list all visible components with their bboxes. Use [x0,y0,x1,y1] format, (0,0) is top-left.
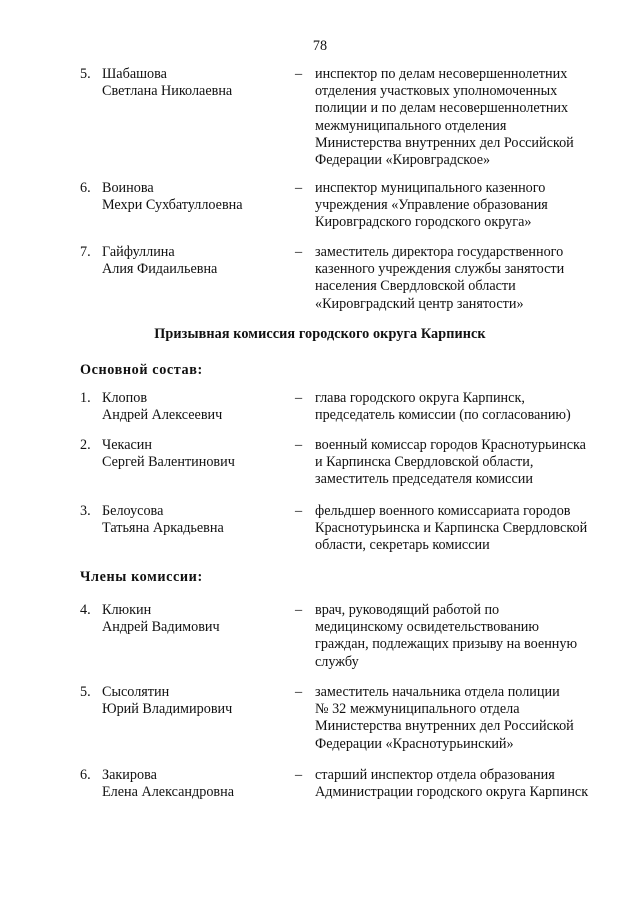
position-description [315,180,615,232]
person-name [102,390,282,424]
members-heading: Члены комиссии: [80,569,203,585]
dash: – [295,602,303,618]
person-name [102,503,282,537]
surname: Воинова [102,180,154,196]
person-name [102,244,282,278]
position-line: заместитель начальника отдела полиции [315,684,560,700]
position-line: полиции и по делам несовершеннолетних [315,100,569,117]
position-line: заместитель председателя комиссии [315,471,533,488]
position-line: отделения участковых уполномоченных [315,83,558,100]
person-name [102,767,282,801]
position-line: службу [315,653,359,670]
position-line: области, секретарь комиссии [315,537,490,554]
surname: Закирова [102,767,157,783]
dash: – [295,244,303,260]
position-line: межмуниципального отделения [315,117,507,134]
position-line: инспектор по делам несовершеннолетних [315,66,568,82]
position-line: и Карпинска Свердловской области, [315,454,534,471]
position-description [315,767,615,801]
position-description [315,684,615,753]
position-description [315,602,615,671]
given-names: Андрей Вадимович [102,619,220,636]
surname: Клопов [102,390,148,406]
position-line: Администрации городского округа Карпинск [315,784,589,801]
position-line: «Кировградский центр занятости» [315,295,524,312]
position-description [315,244,615,313]
position-line: Министерства внутренних дел Российской [315,718,574,735]
surname: Гайфуллина [102,244,175,260]
position-line: Краснотурьинска и Карпинска Свердловской [315,520,588,537]
position-line: врач, руководящий работой по [315,602,500,618]
item-number: 6. [80,767,91,783]
position-description [315,390,615,424]
surname: Сысолятин [102,684,170,700]
item-number: 5. [80,684,91,700]
position-line: населения Свердловской области [315,278,516,295]
list-item [80,244,620,324]
item-number: 2. [80,437,91,453]
position-description [315,503,615,555]
position-description [315,66,615,169]
position-line: Кировградского городского округа» [315,214,532,231]
main-composition-heading: Основной состав: [80,362,203,378]
given-names: Светлана Николаевна [102,83,233,100]
dash: – [295,390,303,406]
position-line: инспектор муниципального казенного [315,180,546,196]
list-item [80,66,620,169]
dash: – [295,767,303,783]
position-line: заместитель директора государственного [315,244,564,260]
position-line: граждан, подлежащих призыву на военную [315,636,578,653]
given-names: Алия Фидаильевна [102,261,218,278]
position-line: Министерства внутренних дел Российской [315,134,574,151]
given-names: Сергей Валентинович [102,454,235,471]
surname: Шабашова [102,66,167,82]
item-number: 4. [80,602,91,618]
page-number: 78 [312,38,328,54]
item-number: 1. [80,390,91,406]
surname: Клюкин [102,602,152,618]
list-item [80,767,620,847]
position-description [315,437,615,489]
position-line: медицинскому освидетельствованию [315,619,539,636]
commission-heading: Призывная комиссия городского округа Карпинск [154,326,486,342]
dash: – [295,66,303,82]
given-names: Мехри Сухбатуллоевна [102,197,243,214]
item-number: 6. [80,180,91,196]
dash: – [295,437,303,453]
position-line: глава городского округа Карпинск, [315,390,525,406]
position-line: фельдшер военного комиссариата городов [315,503,571,519]
surname: Чекасин [102,437,152,453]
given-names: Андрей Алексеевич [102,407,223,424]
position-line: Федерации «Краснотурьинский» [315,735,514,752]
list-item [80,684,620,764]
position-line: военный комиссар городов Краснотурьинска [315,437,586,453]
dash: – [295,180,303,196]
given-names: Татьяна Аркадьевна [102,520,224,537]
list-item [80,602,620,682]
position-line: председатель комиссии (по согласованию) [315,407,571,424]
dash: – [295,503,303,519]
item-number: 7. [80,244,91,260]
surname: Белоусова [102,503,164,519]
position-line: старший инспектор отдела образования [315,767,555,783]
person-name [102,180,282,214]
person-name [102,437,282,471]
item-number: 3. [80,503,91,519]
item-number: 5. [80,66,91,82]
given-names: Елена Александровна [102,784,234,801]
person-name [102,66,282,100]
position-line: Федерации «Кировградское» [315,152,491,169]
person-name [102,684,282,718]
position-line: учреждения «Управление образования [315,197,548,214]
position-line: казенного учреждения службы занятости [315,261,565,278]
person-name [102,602,282,636]
dash: – [295,684,303,700]
position-line: № 32 межмуниципального отдела [315,701,520,718]
given-names: Юрий Владимирович [102,701,233,718]
